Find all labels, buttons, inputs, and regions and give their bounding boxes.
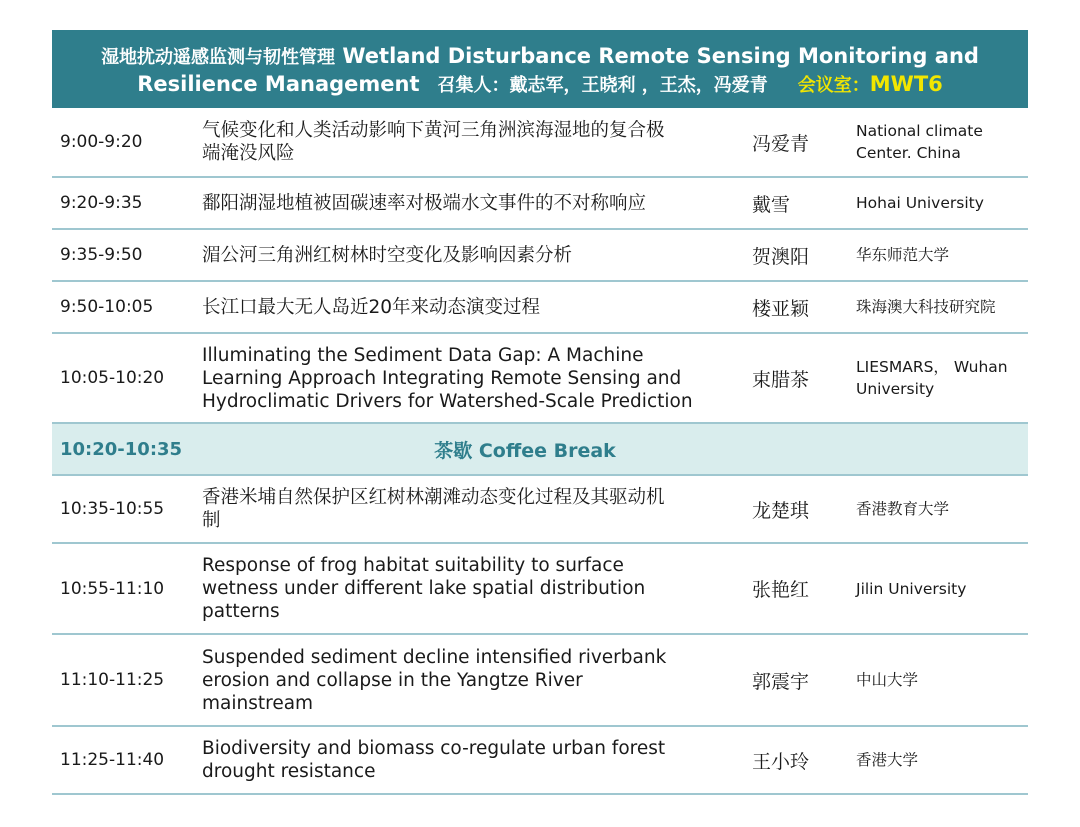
talk-title-line: Response of frog habitat suitability to surface [202, 555, 624, 576]
talk-time: 10:35-10:55 [60, 499, 165, 519]
talk-title [202, 544, 742, 633]
talk-title [202, 178, 742, 228]
talk-title-line: 鄱阳湖湿地植被固碳速率对极端水文事件的不对称响应 [202, 192, 647, 214]
talk-time: 10:05-10:20 [60, 368, 165, 388]
talk-title [202, 334, 742, 422]
table-row [52, 544, 1028, 635]
room-number: MWT6 [869, 72, 943, 96]
table-row [52, 178, 1028, 230]
talk-time: 9:50-10:05 [60, 297, 154, 317]
affiliation-line: 香港大学 [856, 751, 919, 769]
table-row [52, 476, 1028, 544]
conveners: 戴志军，王晓利 ，王杰，冯爱青 [509, 75, 768, 96]
speaker-affiliation [856, 635, 1028, 725]
talk-title-line: Illuminating the Sediment Data Gap: A Machine [202, 344, 644, 366]
talk-title-line: erosion and collapse in the Yangtze River [202, 669, 583, 691]
speaker-affiliation [856, 108, 1028, 176]
talk-time: 9:00-9:20 [60, 132, 143, 152]
room-label: 会议室： [797, 75, 870, 96]
speaker-affiliation [856, 476, 1028, 542]
affiliation-line: National climate [856, 122, 983, 140]
schedule-table [52, 108, 1028, 795]
speaker-name: 龙楚琪 [752, 499, 810, 522]
talk-title [202, 230, 742, 280]
session-title-en-2: Resilience Management [137, 72, 420, 96]
table-row [52, 727, 1028, 795]
talk-title-line: drought resistance [202, 761, 376, 782]
talk-title-line: Hydroclimatic Drivers for Watershed-Scale Prediction [202, 390, 693, 412]
talk-title-line: Learning Approach Integrating Remote Sensing and [202, 367, 682, 389]
talk-time: 9:35-9:50 [60, 245, 143, 265]
header-line-2 [52, 71, 1028, 99]
talk-title-line: wetness under different lake spatial distribution [202, 578, 646, 599]
speaker-name: 郭震宇 [752, 670, 810, 693]
talk-title-line: mainstream [202, 692, 314, 714]
talk-time: 10:55-11:10 [60, 578, 165, 599]
speaker-name: 张艳红 [752, 579, 810, 601]
speaker-affiliation [856, 544, 1028, 633]
affiliation-line: 中山大学 [856, 671, 919, 689]
talk-title-line: patterns [202, 601, 280, 622]
speaker-affiliation [856, 334, 1028, 422]
speaker-affiliation [856, 230, 1028, 280]
affiliation-line: University [856, 380, 935, 398]
affiliation-line: Center. China [856, 144, 961, 162]
session-title-en-1: Wetland Disturbance Remote Sensing Monitoring and [342, 44, 979, 68]
talk-title-line: 香港米埔自然保护区红树林潮滩动态变化过程及其驱动机 [202, 487, 665, 508]
header-line-1 [52, 43, 1028, 71]
table-row [52, 635, 1028, 727]
talk-title-line: 端淹没风险 [202, 143, 295, 164]
session-header [52, 30, 1028, 108]
speaker-name: 楼亚颖 [752, 297, 810, 320]
session-title-cn: 湿地扰动遥感监测与韧性管理 [101, 47, 336, 68]
talk-title-line: 长江口最大无人岛近20年来动态演变过程 [202, 296, 541, 318]
table-row [52, 108, 1028, 178]
coffee-break-row [52, 424, 1028, 476]
speaker-name: 冯爱青 [752, 132, 810, 155]
talk-title-line: 制 [202, 510, 221, 531]
talk-title-line: Suspended sediment decline intensified riverbank [202, 646, 667, 668]
speaker-affiliation [856, 727, 1028, 793]
talk-title [202, 282, 742, 332]
conveners-label: 召集人： [437, 75, 510, 96]
talk-title [202, 108, 742, 176]
talk-title [202, 727, 742, 793]
speaker-name: 贺澳阳 [752, 245, 810, 268]
affiliation-line: 香港教育大学 [856, 500, 950, 518]
speaker-name: 戴雪 [752, 193, 791, 216]
talk-title-line: Biodiversity and biomass co-regulate urban forest [202, 738, 666, 759]
talk-title [202, 476, 742, 542]
speaker-name: 王小玲 [752, 750, 810, 773]
affiliation-line: LIESMARS， Wuhan [856, 358, 1008, 376]
talk-time: 11:10-11:25 [60, 670, 165, 690]
table-row [52, 334, 1028, 424]
affiliation-line: 珠海澳大科技研究院 [856, 298, 996, 316]
talk-time: 11:25-11:40 [60, 750, 165, 770]
talk-time: 9:20-9:35 [60, 193, 143, 213]
table-row [52, 230, 1028, 282]
break-time: 10:20-10:35 [60, 438, 183, 460]
table-row [52, 282, 1028, 334]
coffee-break-label: 茶歇 Coffee Break [434, 439, 616, 462]
talk-title-line: 气候变化和人类活动影响下黄河三角洲滨海湿地的复合极 [202, 120, 665, 141]
speaker-affiliation [856, 282, 1028, 332]
talk-title-line: 湄公河三角洲红树林时空变化及影响因素分析 [202, 244, 573, 266]
affiliation-line: Jilin University [856, 579, 967, 598]
affiliation-line: 华东师范大学 [856, 246, 950, 264]
speaker-affiliation [856, 178, 1028, 228]
affiliation-line: Hohai University [856, 194, 984, 212]
speaker-name: 束腊茶 [752, 368, 810, 391]
talk-title [202, 635, 742, 725]
